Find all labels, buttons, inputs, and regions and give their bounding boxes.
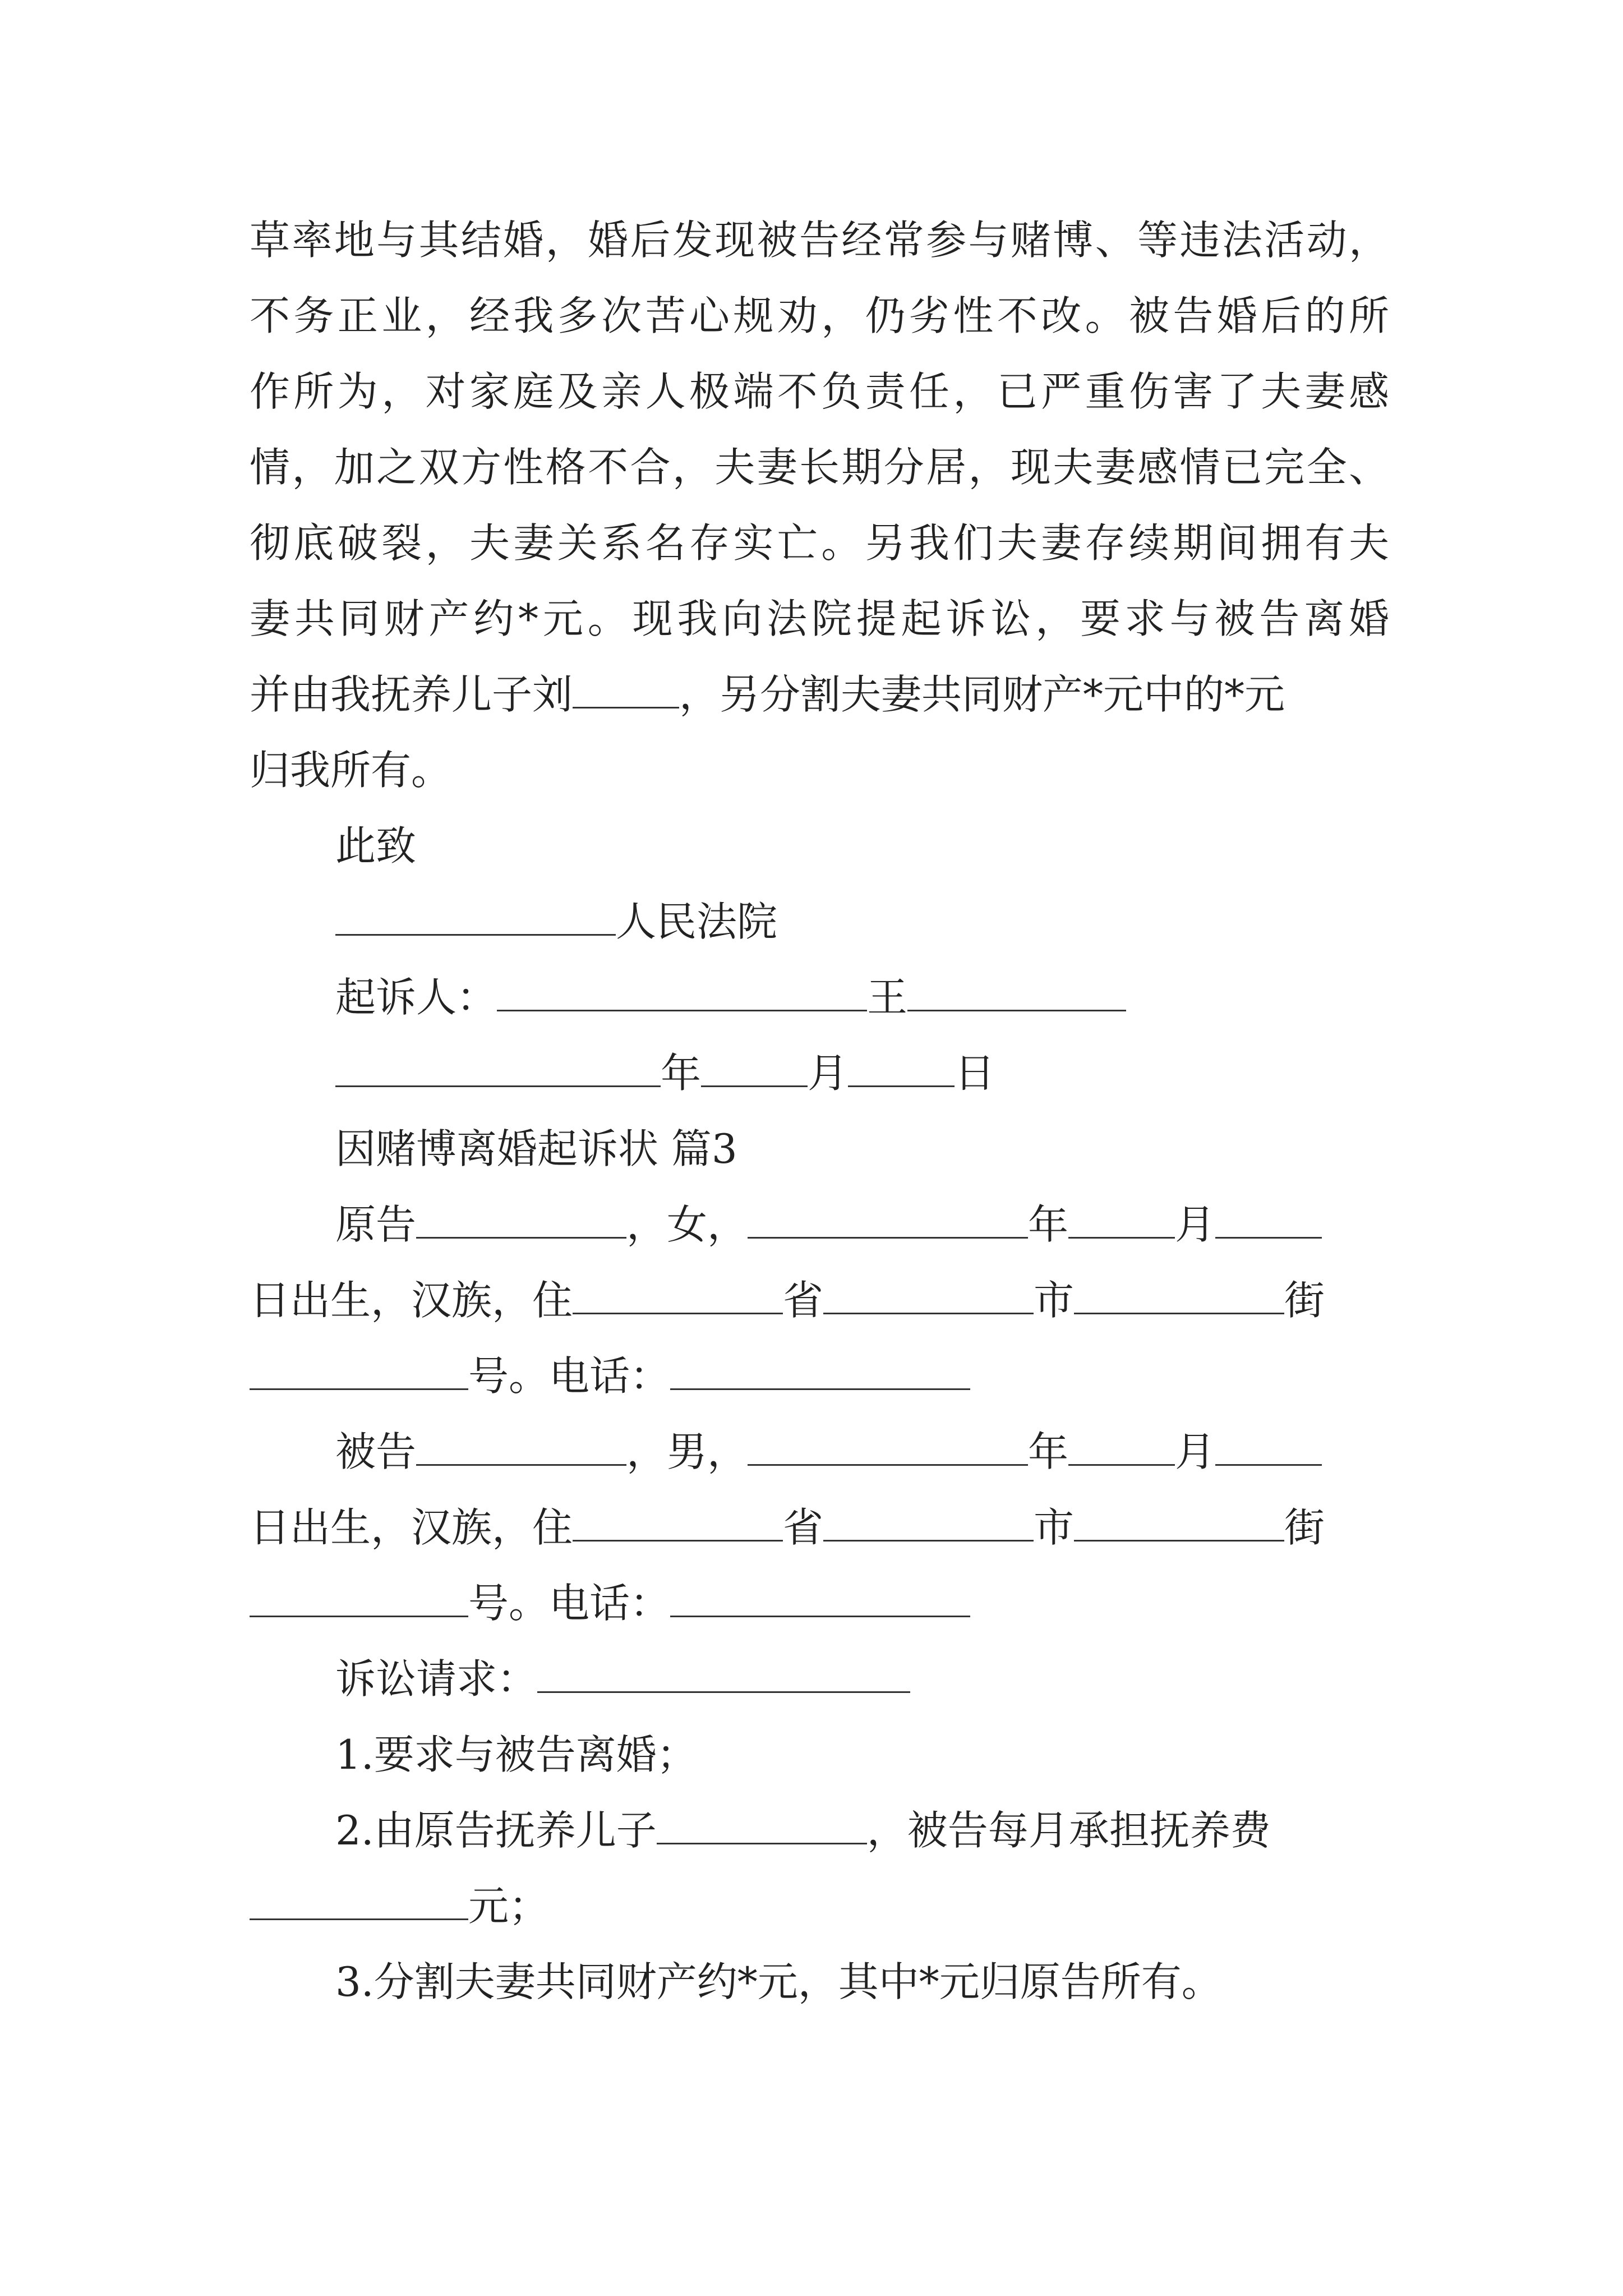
- plaintiff-gender: ，女，: [626, 1201, 748, 1248]
- plaintiff-year: 年: [1028, 1201, 1069, 1248]
- fill-in-blank: [416, 1428, 626, 1466]
- claim-item: 3.分割夫妻共同财产约*元，其中*元归原告所有。: [335, 1958, 1222, 2005]
- fill-in-blank: [250, 1883, 468, 1920]
- date-year: 年: [661, 1050, 702, 1097]
- fill-in-blank: [1074, 1277, 1284, 1314]
- date-day: 日: [955, 1050, 995, 1097]
- text-segment: 并由我抚养儿子刘: [250, 671, 573, 718]
- defendant-phone-line: [250, 1575, 970, 1631]
- plaintiff-info-line: [335, 1197, 1389, 1253]
- plaintiff-month: 月: [1175, 1201, 1216, 1248]
- claim-item: 1.要求与被告离婚；: [335, 1731, 697, 1778]
- fill-in-blank: [823, 1277, 1034, 1314]
- fill-in-blank: [1074, 1504, 1284, 1542]
- fill-in-blank: [497, 974, 867, 1011]
- claim-item-continuation: [250, 1878, 549, 1934]
- paragraph-line: [250, 666, 1389, 723]
- plaintiff-phone-line: [250, 1348, 970, 1404]
- fill-in-blank: [537, 1655, 910, 1693]
- fill-in-blank: [573, 1277, 783, 1314]
- paragraph-line: 草率地与其结婚，婚后发现被告经常参与赌博、等违法活动，: [250, 217, 1389, 264]
- claim-item: [335, 1802, 1389, 1858]
- fill-in-blank: [1215, 1201, 1322, 1239]
- text-segment: ，被告每月承担抚养费: [866, 1807, 1271, 1854]
- fill-in-blank: [748, 1201, 1028, 1239]
- fill-in-blank: [1068, 1201, 1175, 1239]
- text-segment: 元；: [468, 1883, 550, 1930]
- fill-in-blank: [416, 1201, 626, 1239]
- paragraph-line: 彻底破裂，夫妻关系名存实亡。另我们夫妻存续期间拥有夫: [250, 519, 1389, 567]
- fill-in-blank: [701, 1050, 808, 1087]
- fill-in-blank: [823, 1504, 1034, 1542]
- date-month: 月: [808, 1050, 849, 1097]
- paragraph-line: 不务正业，经我多次苦心规劝，仍劣性不改。被告婚后的所: [250, 292, 1389, 339]
- salutation: 此致: [335, 822, 417, 869]
- paragraph-line: 情，加之双方性格不合，夫妻长期分居，现夫妻感情已完全、: [250, 444, 1389, 491]
- defendant-street: 街: [1284, 1504, 1325, 1551]
- fill-in-blank: [573, 1504, 783, 1542]
- plaintiff-signature-line: [335, 969, 1126, 1025]
- plaintiff-label: 原告: [335, 1201, 417, 1248]
- text-segment: ，另分割夫妻共同财产*元中的*元: [679, 671, 1285, 718]
- plaintiff-signature-label: 起诉人：: [335, 974, 497, 1021]
- section-title: 因赌博离婚起诉状 篇3: [335, 1125, 737, 1172]
- fill-in-blank: [250, 1352, 468, 1390]
- plaintiff-city: 市: [1034, 1277, 1075, 1324]
- date-line: [335, 1045, 995, 1101]
- fill-in-blank: [1068, 1428, 1175, 1466]
- fill-in-blank: [670, 1580, 970, 1617]
- fill-in-blank: [748, 1428, 1028, 1466]
- fill-in-blank: [250, 1580, 468, 1617]
- text-segment: 2.由原告抚养儿子: [335, 1807, 657, 1854]
- fill-in-blank: [907, 974, 1126, 1011]
- defendant-city: 市: [1034, 1504, 1075, 1551]
- court-line: [335, 894, 777, 950]
- plaintiff-street: 街: [1284, 1277, 1325, 1324]
- claims-label: 诉讼请求：: [335, 1655, 538, 1703]
- plaintiff-address-line: [250, 1272, 1325, 1328]
- defendant-address-line: [250, 1499, 1325, 1556]
- fill-in-blank: [670, 1352, 970, 1390]
- defendant-gender: ，男，: [626, 1428, 748, 1475]
- defendant-month: 月: [1175, 1428, 1216, 1475]
- fill-in-blank: [657, 1807, 867, 1844]
- fill-in-blank: [335, 898, 616, 936]
- fill-in-blank: [335, 1050, 661, 1087]
- defendant-number: 号。电话：: [468, 1580, 671, 1627]
- plaintiff-number: 号。电话：: [468, 1352, 671, 1400]
- paragraph-line: 归我所有。: [250, 747, 452, 794]
- defendant-province: 省: [783, 1504, 824, 1551]
- plaintiff-born: 日出生，汉族，住: [250, 1277, 573, 1324]
- defendant-born: 日出生，汉族，住: [250, 1504, 573, 1551]
- paragraph-line: 作所为，对家庭及亲人极端不负责任，已严重伤害了夫妻感: [250, 368, 1389, 415]
- paragraph-line: 妻共同财产约*元。现我向法院提起诉讼，要求与被告离婚: [250, 595, 1389, 642]
- defendant-label: 被告: [335, 1428, 417, 1475]
- defendant-info-line: [335, 1424, 1389, 1480]
- plaintiff-province: 省: [783, 1277, 824, 1324]
- claims-heading: [335, 1651, 910, 1707]
- fill-in-blank: [573, 671, 679, 708]
- fill-in-blank: [848, 1050, 955, 1087]
- fill-in-blank: [1215, 1428, 1322, 1466]
- defendant-year: 年: [1028, 1428, 1069, 1475]
- plaintiff-signature-name: 王: [867, 974, 908, 1021]
- court-label: 人民法院: [616, 898, 778, 945]
